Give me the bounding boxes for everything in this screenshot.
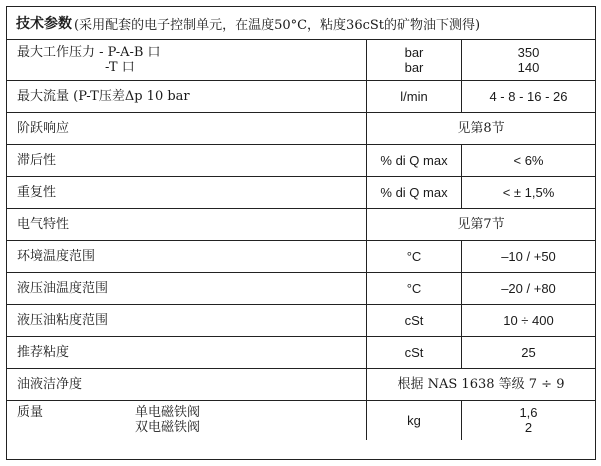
table-row xyxy=(7,304,595,336)
mass-label: 质量 xyxy=(17,405,44,421)
row-label: 液压油温度范围 xyxy=(7,272,367,304)
mass-variants xyxy=(43,405,200,435)
table-row xyxy=(7,208,595,240)
value-line: 2 xyxy=(524,420,533,436)
table-row xyxy=(7,272,595,304)
row-value: 10 ÷ 400 xyxy=(462,304,596,336)
row-unit: cSt xyxy=(367,304,462,336)
table-header xyxy=(7,7,595,40)
table-subtitle: (采用配套的电子控制单元，在温度50°C，粘度36cSt的矿物油下测得) xyxy=(74,17,481,33)
row-label: 滞后性 xyxy=(7,144,367,176)
table-row xyxy=(7,368,595,400)
row-value xyxy=(462,40,596,80)
row-span-value: 见第8节 xyxy=(367,112,596,144)
table-row xyxy=(7,144,595,176)
table-row xyxy=(7,176,595,208)
row-unit: % di Q max xyxy=(367,176,462,208)
table-row xyxy=(7,240,595,272)
row-label: 液压油粘度范围 xyxy=(7,304,367,336)
row-unit: °C xyxy=(367,240,462,272)
row-value: –10 / +50 xyxy=(462,240,596,272)
row-unit: % di Q max xyxy=(367,144,462,176)
row-value: –20 / +80 xyxy=(462,272,596,304)
unit-line: bar xyxy=(404,44,424,60)
table-row xyxy=(7,400,595,440)
row-value xyxy=(462,400,596,440)
row-unit: °C xyxy=(367,272,462,304)
single-solenoid-label: 单电磁铁阀 xyxy=(135,405,201,421)
row-value: < ± 1,5% xyxy=(462,176,596,208)
value-line: 350 xyxy=(517,44,540,60)
row-value: < 6% xyxy=(462,144,596,176)
row-label: 阶跃响应 xyxy=(7,112,367,144)
row-span-value: 根据 NAS 1638 等级 7 ÷ 9 xyxy=(367,368,596,400)
row-unit: kg xyxy=(367,400,462,440)
row-label: 重复性 xyxy=(7,176,367,208)
double-solenoid-label: 双电磁铁阀 xyxy=(135,420,201,436)
row-value: 4 - 8 - 16 - 26 xyxy=(462,80,596,112)
row-unit: l/min xyxy=(367,80,462,112)
row-span-value: 见第7节 xyxy=(367,208,596,240)
table-row xyxy=(7,40,595,80)
row-label xyxy=(7,400,367,440)
table-title: 技术参数 xyxy=(16,16,72,32)
row-label xyxy=(7,40,367,80)
row-label: 油液洁净度 xyxy=(7,368,367,400)
row-label: 推荐粘度 xyxy=(7,336,367,368)
max-pressure-t-label: -T 口 xyxy=(105,59,135,75)
max-pressure-label: 最大工作压力 - P-A-B 口 xyxy=(17,44,161,60)
unit-line: bar xyxy=(404,59,424,75)
row-unit xyxy=(367,40,462,80)
value-line: 1,6 xyxy=(519,405,538,421)
table-row xyxy=(7,112,595,144)
row-value: 25 xyxy=(462,336,596,368)
spec-rows xyxy=(7,40,595,440)
row-label: 最大流量 (P-T压差Δp 10 bar xyxy=(7,80,367,112)
row-label: 电气特性 xyxy=(7,208,367,240)
table-row xyxy=(7,336,595,368)
row-label: 环境温度范围 xyxy=(7,240,367,272)
spec-table xyxy=(6,6,596,460)
table-row xyxy=(7,80,595,112)
value-line: 140 xyxy=(517,59,540,75)
row-unit: cSt xyxy=(367,336,462,368)
